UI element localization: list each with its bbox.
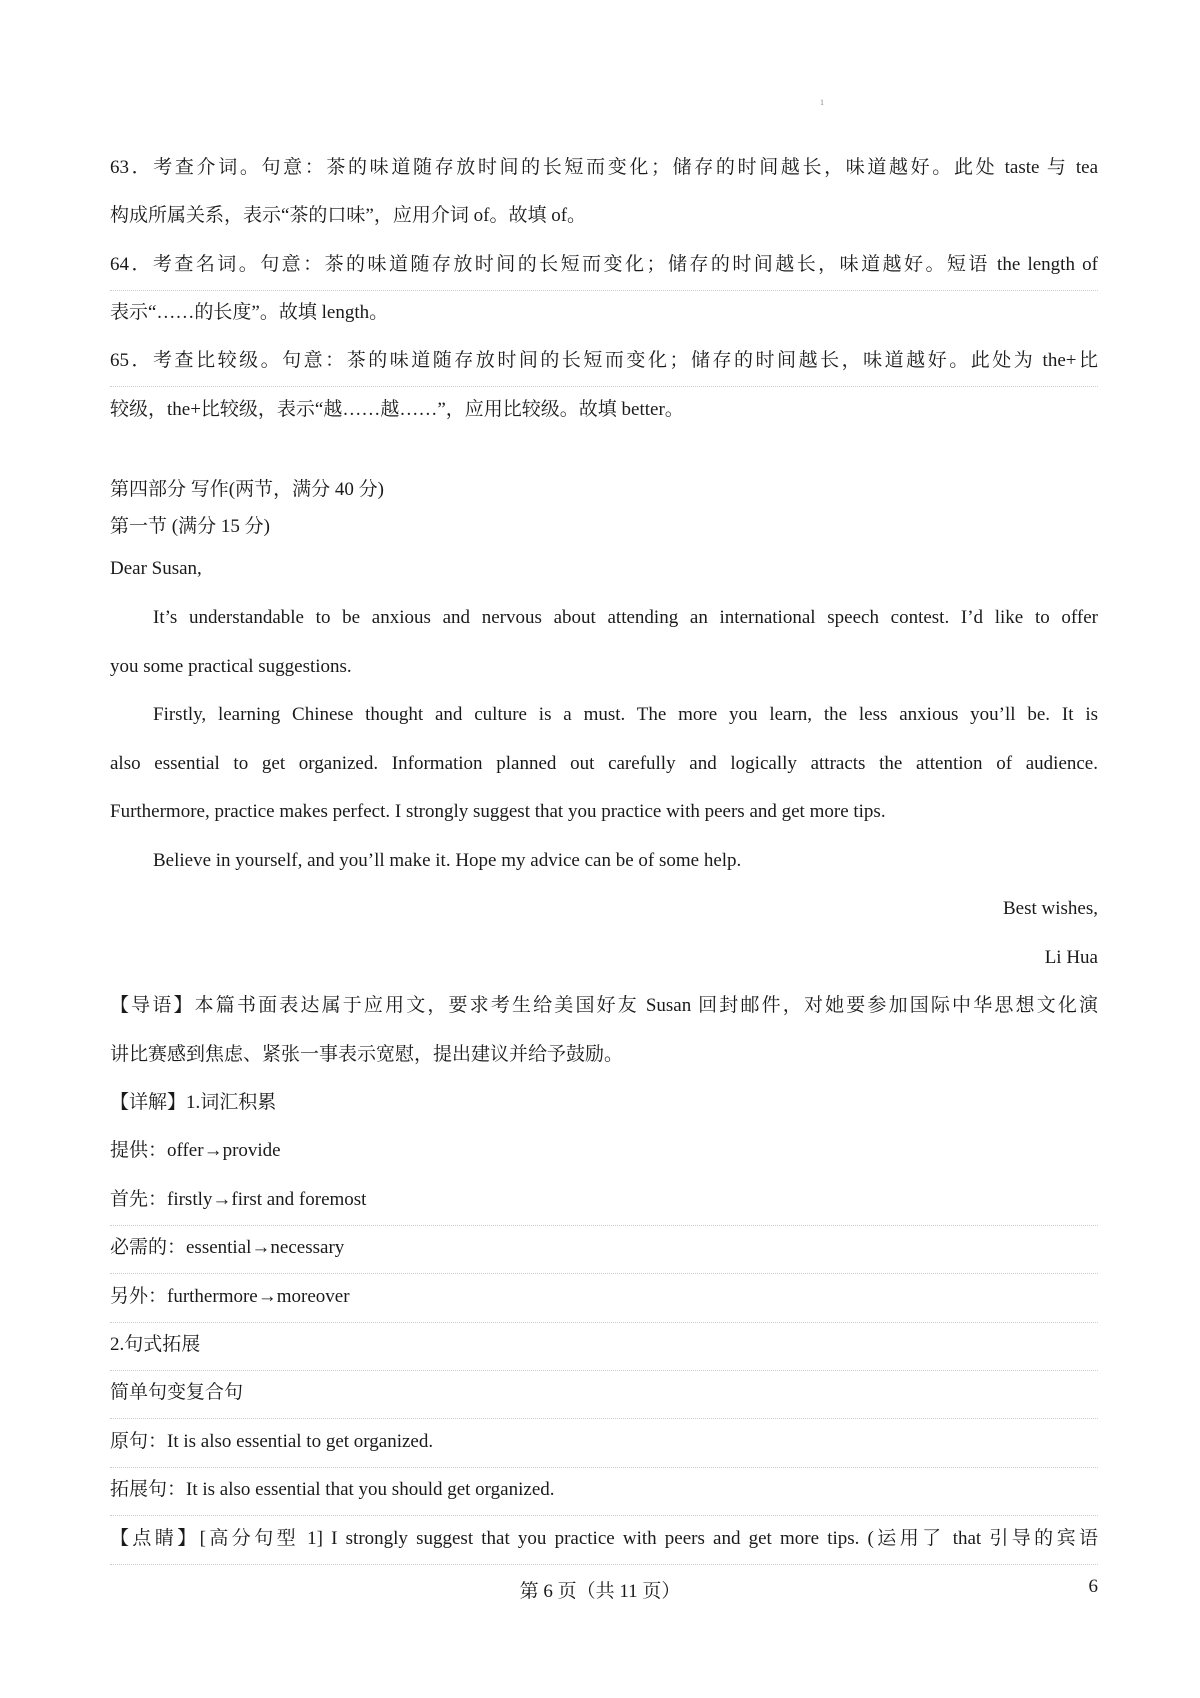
detail-line: 提供：offer→provide bbox=[110, 1140, 281, 1161]
detail-line: 2.句式拓展 bbox=[110, 1332, 1098, 1371]
detail-line: 必需的：essential→necessary bbox=[110, 1235, 1098, 1274]
detail-line: 原句：It is also essential to get organized. bbox=[110, 1429, 1098, 1468]
page-number: 6 bbox=[1088, 1576, 1098, 1597]
detail-line: 另外：furthermore→moreover bbox=[110, 1284, 1098, 1323]
answer-63-line1: 63．考查介词。句意：茶的味道随存放时间的长短而变化；储存的时间越长，味道越好。此处 taste 与 tea bbox=[110, 157, 1098, 178]
section-heading: 第四部分 写作(两节，满分 40 分) bbox=[110, 479, 384, 500]
answer-64-line1: 64．考查名词。句意：茶的味道随存放时间的长短而变化；储存的时间越长，味道越好。短语 the length of bbox=[110, 252, 1098, 291]
letter-line: also essential to get organized. Information planned out carefully and logically attracts the attention of audience. bbox=[110, 753, 1098, 774]
letter-line: Believe in yourself, and you’ll make it. Hope my advice can be of some help. bbox=[153, 850, 742, 871]
answer-65-line2: 较级，the+比较级，表示“越……越……”，应用比较级。故填 better。 bbox=[110, 399, 684, 420]
detail-line: 拓展句：It is also essential that you should get organized. bbox=[110, 1477, 1098, 1516]
detail-line: 首先：firstly→first and foremost bbox=[110, 1187, 1098, 1226]
letter-signature: Li Hua bbox=[1044, 947, 1098, 968]
corner-mark: 1 bbox=[820, 98, 824, 107]
letter-greeting: Dear Susan, bbox=[110, 558, 202, 579]
letter-line: you some practical suggestions. bbox=[110, 656, 352, 677]
letter-closing: Best wishes, bbox=[1003, 898, 1098, 919]
guide-line2: 讲比赛感到焦虑、紧张一事表示宽慰，提出建议并给予鼓励。 bbox=[110, 1044, 624, 1065]
subsection-heading: 第一节 (满分 15 分) bbox=[110, 516, 270, 537]
detail-heading: 【详解】1.词汇积累 bbox=[110, 1092, 277, 1113]
answer-64-line2: 表示“……的长度”。故填 length。 bbox=[110, 302, 389, 323]
letter-line: It’s understandable to be anxious and nervous about attending an international speech contest. I’d like to offer bbox=[153, 607, 1098, 628]
highlight-line: 【点睛】[高分句型 1] I strongly suggest that you practice with peers and get more tips. (运用了 that 引导的宾语 bbox=[110, 1526, 1098, 1565]
answer-63-line2: 构成所属关系，表示“茶的口味”，应用介词 of。故填 of。 bbox=[110, 205, 587, 226]
answer-65-line1: 65．考查比较级。句意：茶的味道随存放时间的长短而变化；储存的时间越长，味道越好。此处为 the+比 bbox=[110, 348, 1098, 387]
letter-line: Furthermore, practice makes perfect. I strongly suggest that you practice with peers and get more tips. bbox=[110, 801, 886, 822]
guide-line1: 【导语】本篇书面表达属于应用文，要求考生给美国好友 Susan 回封邮件，对她要参加国际中华思想文化演 bbox=[110, 995, 1098, 1016]
letter-line: Firstly, learning Chinese thought and culture is a must. The more you learn, the less anxious you’ll be. It is bbox=[153, 704, 1098, 725]
detail-line: 简单句变复合句 bbox=[110, 1380, 1098, 1419]
page-footer: 第 6 页（共 11 页） bbox=[519, 1581, 681, 1602]
